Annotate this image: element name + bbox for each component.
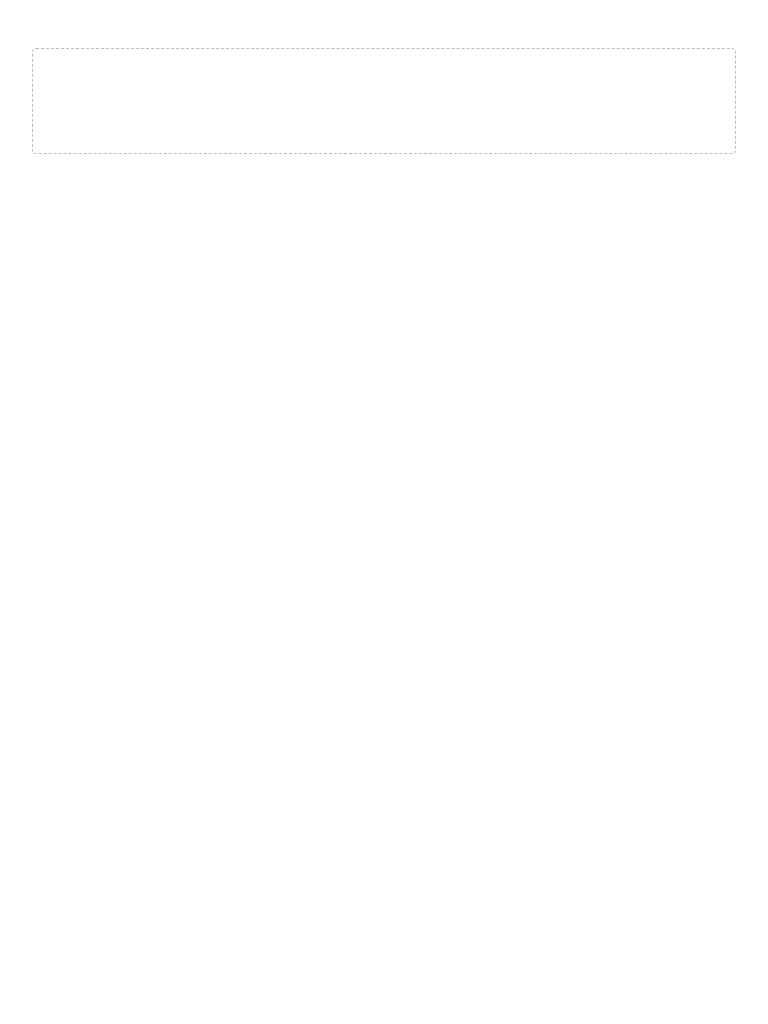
content-section	[32, 48, 736, 154]
